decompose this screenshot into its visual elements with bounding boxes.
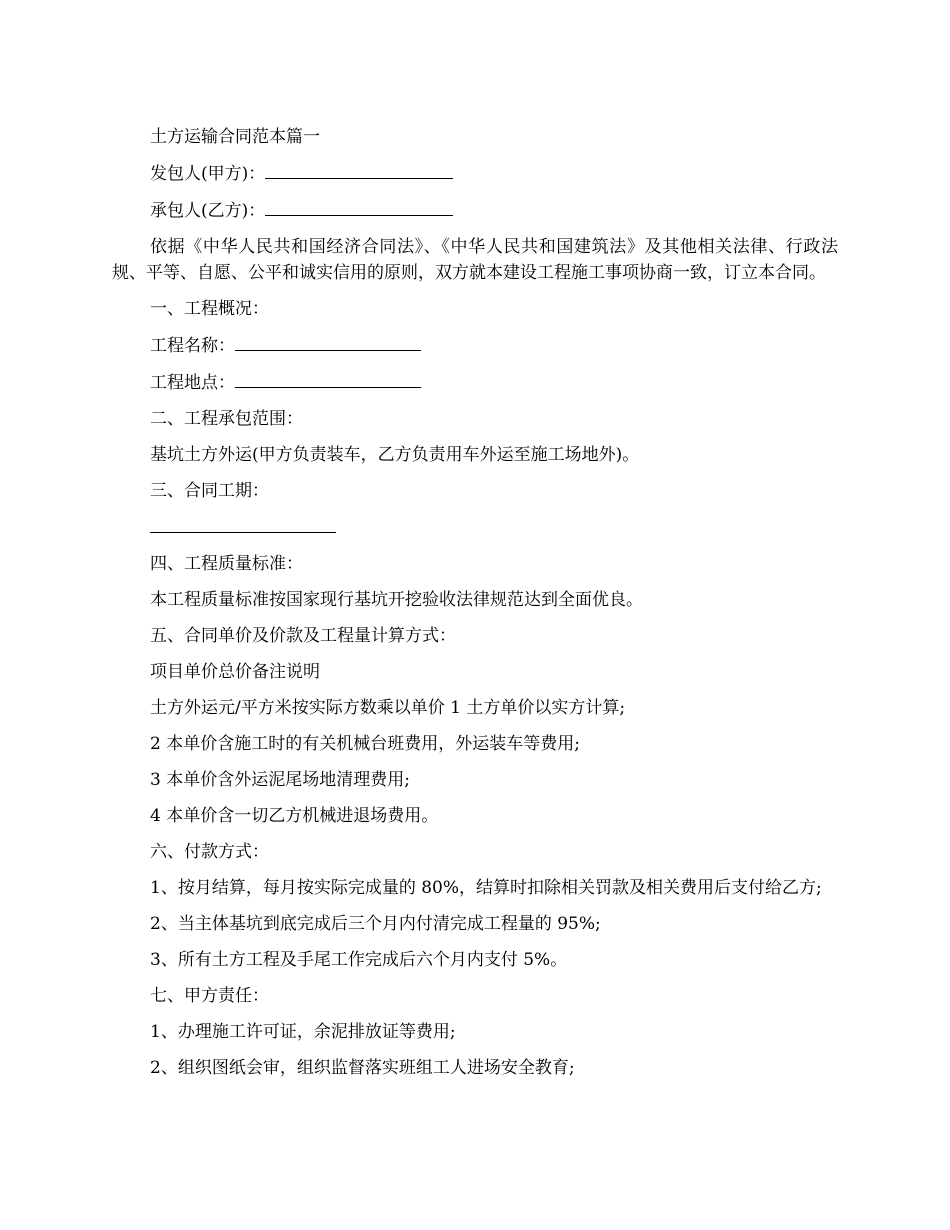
project-location-label: 工程地点： — [150, 373, 235, 393]
section4-body: 本工程质量标准按国家现行基坑开挖验收法律规范达到全面优良。 — [150, 590, 643, 610]
section6-heading: 六、付款方式： — [150, 842, 269, 862]
document-title: 土方运输合同范本篇一 — [150, 127, 320, 147]
section5-line1: 土方外运元/平方米按实际方数乘以单价 1 土方单价以实方计算; — [150, 698, 626, 718]
section7-item1: 1、办理施工许可证，余泥排放证等费用; — [150, 1022, 456, 1042]
section3-heading: 三、合同工期： — [150, 481, 269, 501]
section2-heading: 二、工程承包范围： — [150, 409, 303, 429]
document-page — [112, 124, 838, 1091]
party-a-label: 发包人(甲方)： — [150, 164, 266, 184]
section6-item2: 2、当主体基坑到底完成后三个月内付清完成工程量的 95%; — [150, 914, 601, 934]
contract-period-line — [112, 514, 838, 541]
section7-item2: 2、组织图纸会审，组织监督落实班组工人进场安全教育; — [150, 1058, 575, 1078]
section5-line2: 2 本单价含施工时的有关机械台班费用，外运装车等费用; — [150, 734, 580, 754]
section5-heading: 五、合同单价及价款及工程量计算方式： — [150, 626, 456, 646]
section5-line3: 3 本单价含外运泥尾场地清理费用; — [150, 770, 410, 790]
section4-heading: 四、工程质量标准： — [150, 554, 303, 574]
project-name-label: 工程名称： — [150, 336, 235, 356]
section6-item3: 3、所有土方工程及手尾工作完成后六个月内支付 5%。 — [150, 950, 568, 970]
party-b-label: 承包人(乙方)： — [150, 201, 266, 221]
project-location-blank — [235, 369, 421, 388]
party-b-blank — [265, 197, 453, 216]
party-b-line — [112, 197, 838, 224]
section5-line4: 4 本单价含一切乙方机械进退场费用。 — [150, 806, 439, 826]
section7-heading: 七、甲方责任： — [150, 986, 269, 1006]
project-name-blank — [235, 332, 421, 351]
project-name-line — [112, 332, 838, 359]
preamble-paragraph: 依据《中华人民共和国经济合同法》、《中华人民共和国建筑法》及其他相关法律、行政法规、平等、自愿、公平和诚实信用的原则，双方就本建设工程施工事项协商一致，订立本合同。 — [112, 237, 838, 283]
project-location-line — [112, 369, 838, 396]
section6-item1: 1、按月结算，每月按实际完成量的 80%，结算时扣除相关罚款及相关费用后支付给乙方; — [150, 878, 822, 898]
party-a-blank — [265, 160, 453, 179]
contract-period-blank — [150, 514, 336, 533]
section2-body: 基坑土方外运(甲方负责装车，乙方负责用车外运至施工场地外)。 — [150, 445, 640, 465]
section5-table-header: 项目单价总价备注说明 — [150, 662, 320, 682]
party-a-line — [112, 160, 838, 187]
section1-heading: 一、工程概况： — [150, 299, 269, 319]
